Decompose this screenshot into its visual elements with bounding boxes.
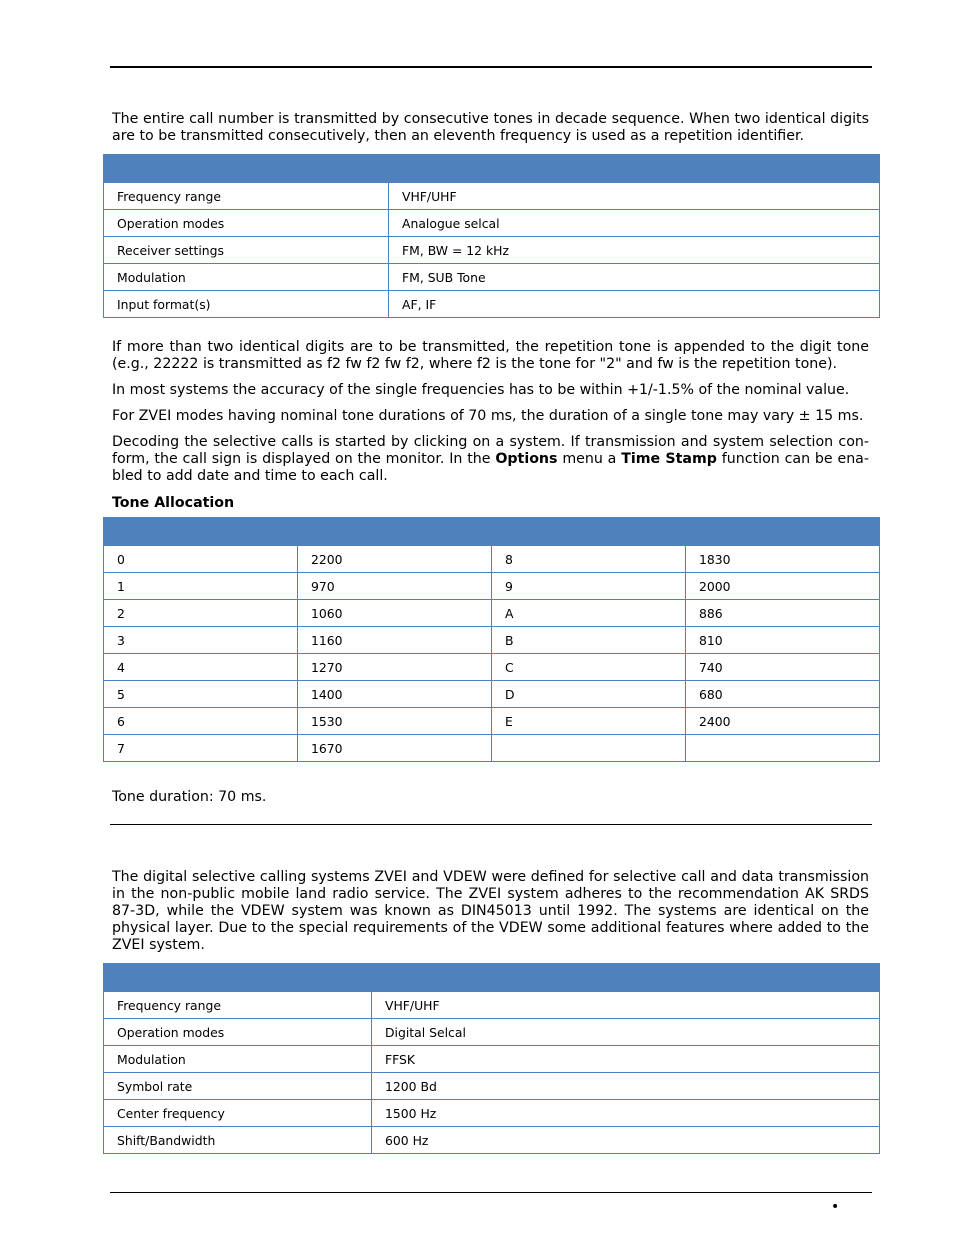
spec-value: 600 Hz: [372, 1127, 880, 1154]
tone-digit-cell: B: [492, 627, 686, 654]
table-row: [104, 708, 880, 735]
spec-label: Modulation: [104, 264, 389, 291]
table-row: [104, 1073, 880, 1100]
spec-label: Input format(s): [104, 291, 389, 318]
tone-allocation-heading: Tone Allocation: [112, 495, 235, 511]
table-row: [104, 992, 880, 1019]
spec-value: 1500 Hz: [372, 1100, 880, 1127]
para-duration: For ZVEI modes having nominal tone durations of 70 ms, the duration of a single tone may vary ± 15 ms.: [112, 408, 864, 424]
tone-frequency-cell: 1400: [298, 681, 492, 708]
tone-frequency-cell: 1270: [298, 654, 492, 681]
spec-label: Shift/Bandwidth: [104, 1127, 372, 1154]
spec-value: FFSK: [372, 1046, 880, 1073]
options-menu-name: Options: [495, 451, 558, 467]
tone-frequency-cell: 1530: [298, 708, 492, 735]
spec-value: VHF/UHF: [389, 183, 880, 210]
tone-digit-cell: 3: [104, 627, 298, 654]
tone-frequency-cell: 810: [686, 627, 880, 654]
para-decode: [112, 434, 869, 485]
table-row: [104, 264, 880, 291]
tone-digit-cell: [492, 735, 686, 762]
tone-digit-cell: 8: [492, 546, 686, 573]
tone-frequency-cell: 886: [686, 600, 880, 627]
table-row: [104, 1100, 880, 1127]
footer-bullet: •: [831, 1199, 840, 1215]
footer-rule: [110, 1192, 872, 1193]
spec-value: FM, BW = 12 kHz: [389, 237, 880, 264]
tone-digit-cell: E: [492, 708, 686, 735]
tone-frequency-cell: 1670: [298, 735, 492, 762]
tone-digit-cell: 6: [104, 708, 298, 735]
table-row: [104, 291, 880, 318]
decode-text-3: function can be ena-bled to add date and time to each call.: [112, 451, 869, 484]
spec-label: Operation modes: [104, 1019, 372, 1046]
table-row: [104, 1019, 880, 1046]
spec-value: VHF/UHF: [372, 992, 880, 1019]
spec-label: Center frequency: [104, 1100, 372, 1127]
table-row: [104, 237, 880, 264]
tone-frequency-cell: 970: [298, 573, 492, 600]
spec-label: Frequency range: [104, 183, 389, 210]
section2-spec-table: [103, 963, 880, 1154]
spec-value: Analogue selcal: [389, 210, 880, 237]
tone-frequency-cell: 2000: [686, 573, 880, 600]
tone-frequency-cell: 740: [686, 654, 880, 681]
tone-digit-cell: A: [492, 600, 686, 627]
table-row: [104, 735, 880, 762]
tone-digit-cell: 9: [492, 573, 686, 600]
section2-intro: The digital selective calling systems ZVEI and VDEW were defined for selective call and data transmission in the non-public mobile land radio service. The ZVEI system adheres to the recommendation AK SRDS 87-3D, while the VDEW system was known as DIN45013 until 1992. The systems are identical on the physical layer. Due to the special requirements of the VDEW some additional features where added to the ZVEI system.: [112, 869, 869, 953]
table-row: [104, 183, 880, 210]
para-repeat: If more than two identical digits are to be transmitted, the repetition tone is appended to the digit tone (e.g., 22222 is transmitted as f2 fw f2 fw f2, where f2 is the tone for "2" and fw is the repetition tone).: [112, 339, 869, 372]
tone-digit-cell: 0: [104, 546, 298, 573]
table-header-row: [104, 964, 880, 992]
table-header-row: [104, 518, 880, 546]
spec-label: Modulation: [104, 1046, 372, 1073]
tone-frequency-cell: 2200: [298, 546, 492, 573]
tone-frequency-cell: 1830: [686, 546, 880, 573]
spec-value: FM, SUB Tone: [389, 264, 880, 291]
section1-intro: The entire call number is transmitted by consecutive tones in decade sequence. When two identical digits are to be transmitted consecutively, then an eleventh frequency is used as a repetition identifier.: [112, 111, 869, 144]
table-row: [104, 627, 880, 654]
table-row: [104, 1046, 880, 1073]
table-row: [104, 681, 880, 708]
tone-frequency-cell: 680: [686, 681, 880, 708]
tone-digit-cell: D: [492, 681, 686, 708]
tone-digit-cell: 4: [104, 654, 298, 681]
tone-digit-cell: C: [492, 654, 686, 681]
tone-frequency-cell: [686, 735, 880, 762]
table-row: [104, 210, 880, 237]
spec-value: Digital Selcal: [372, 1019, 880, 1046]
spec-label: Frequency range: [104, 992, 372, 1019]
para-accuracy: In most systems the accuracy of the single frequencies has to be within +1/-1.5% of the nominal value.: [112, 382, 850, 398]
table-row: [104, 546, 880, 573]
section1-spec-table: [103, 154, 880, 318]
tone-digit-cell: 5: [104, 681, 298, 708]
spec-label: Operation modes: [104, 210, 389, 237]
time-stamp-function-name: Time Stamp: [621, 451, 717, 467]
tone-duration-note: Tone duration: 70 ms.: [112, 789, 267, 805]
table-row: [104, 600, 880, 627]
spec-value: 1200 Bd: [372, 1073, 880, 1100]
table-header-row: [104, 155, 880, 183]
header-rule: [110, 66, 872, 68]
section-divider: [110, 824, 872, 825]
decode-text-1: Decoding the selective calls is started by clicking on a system. If transmission and system selection con-form, the call sign is displayed on the monitor. In the: [112, 434, 869, 467]
tone-digit-cell: 2: [104, 600, 298, 627]
spec-label: Receiver settings: [104, 237, 389, 264]
tone-digit-cell: 1: [104, 573, 298, 600]
tone-frequency-cell: 1060: [298, 600, 492, 627]
tone-frequency-cell: 2400: [686, 708, 880, 735]
table-row: [104, 654, 880, 681]
tone-allocation-table: [103, 517, 880, 762]
spec-label: Symbol rate: [104, 1073, 372, 1100]
spec-value: AF, IF: [389, 291, 880, 318]
tone-frequency-cell: 1160: [298, 627, 492, 654]
decode-text-2: menu a: [557, 451, 622, 467]
tone-digit-cell: 7: [104, 735, 298, 762]
table-row: [104, 573, 880, 600]
table-row: [104, 1127, 880, 1154]
